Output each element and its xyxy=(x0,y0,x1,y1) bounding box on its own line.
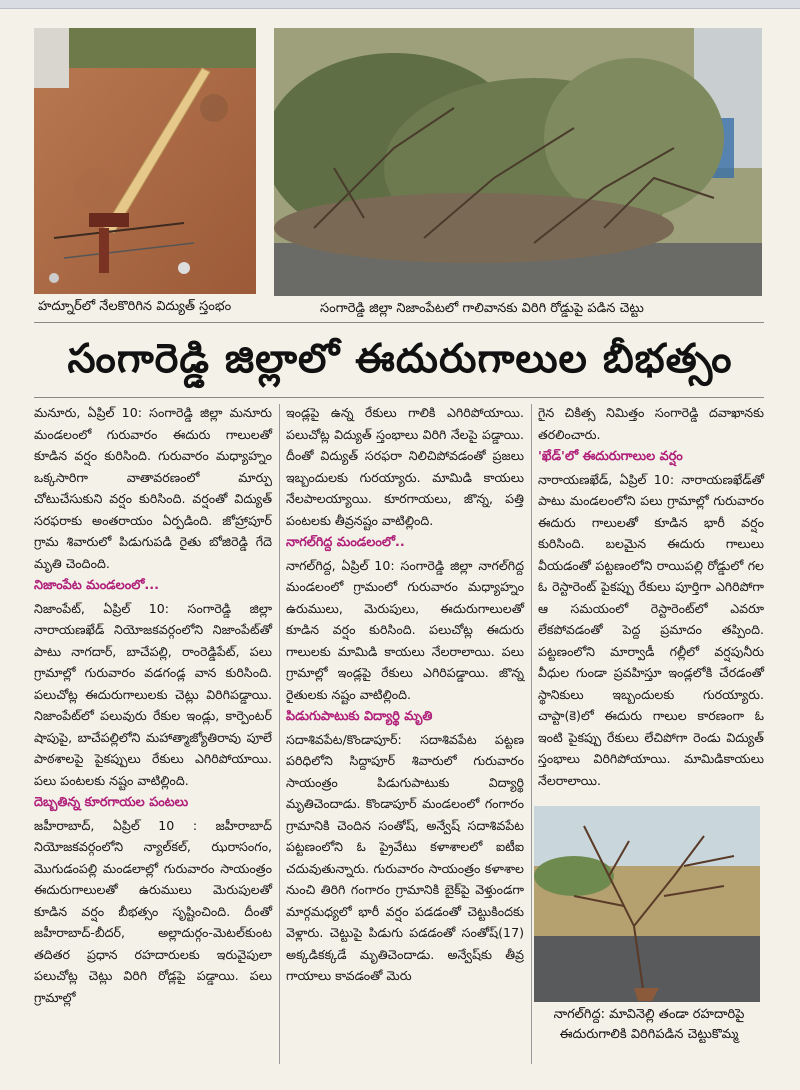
column-divider-1 xyxy=(279,404,280,1064)
photo3-caption-line-2: ఈదురుగాలికి విరిగిపడిన చెట్టుకొమ్మ xyxy=(559,1027,739,1042)
column-divider-2 xyxy=(531,404,532,1064)
photo1-caption: హద్నూర్‌లో నేలకొరిగిన విద్యుత్ స్తంభం xyxy=(38,299,232,314)
fallen-tree-image xyxy=(274,28,762,296)
article-column-2 xyxy=(286,402,524,987)
fallen-pole-image xyxy=(34,28,256,294)
article-column-3 xyxy=(538,402,764,791)
photo3-caption-line-1: నాగల్‌గిద్ద: మావినెల్లి తండా రహదారిపై xyxy=(553,1007,745,1022)
col2-para-2: నాగల్‌గిద్ద, ఏప్రిల్ 10: సంగారెడ్డి జిల్లా నాగల్‌గిద్ద మండలంలో గ్రామంలో గురువారం మధ్యాహ్నం ఉరుములు, మెరుపులు, ఈదురుగాలులతో కూడిన వర్షం కురిసింది. పలుచోట్ల ఈదురు గాలులకు మామిడి కాయలు నేలరాలాయి. పలు గ్రామాల్లో ఇండ్లపై రేకులు ఎగిరిపడ్డాయి. జొన్న రైతులకు నష్టం వాటిల్లింది. xyxy=(286,557,524,702)
col3-subheading-1: 'ఖేడ్'లో ఈదురుగాలుల వర్షం xyxy=(538,449,683,464)
article-column-1 xyxy=(34,402,272,1008)
fallen-branch-photo xyxy=(534,806,760,1002)
col3-para-2: నారాయణఖేడ్, ఏప్రిల్ 10: నారాయణఖేడ్‌తో పాటు మండలంలోని పలు గ్రామాల్లో గురువారం ఈదురు గాలులతో కూడిన భారీ వర్షం కురిసింది. బలమైన ఈదురు గాలులు వీయడంతో పట్టణంలోని రాయిపల్లి రోడ్డులో గల ఓ రెస్టారెంట్ పైకప్పు రేకులు పూర్తిగా ఎగిరిపోగా ఆ సమయంలో రెస్టారెంట్‌లో ఎవరూ లేకపోవడంతో పెద్ద ప్రమాదం తప్పింది. పట్టణంలోని మార్వాడీ గల్లీలో వర్షపునీరు వీధుల గుండా ప్రవహిస్తూ ఇండ్లలోకి చేరడంతో స్థానికులు ఇబ్బందులకు గురయ్యారు. చాప్టా(కె)లో ఈదురు గాలుల కారణంగా ఓ ఇంటి పైకప్పు రేకులు లేచిపోగా రెండు విద్యుత్ స్తంభాలు విరిగిపోయాయి. మామిడికాయలు నేలరాలాయి. xyxy=(538,471,764,788)
photo2-caption: సంగారెడ్డి జిల్లా నిజాంపేటలో గాలివానకు విరిగి రోడ్డుపై పడిన చెట్టు xyxy=(320,301,644,316)
headline-bottom-rule xyxy=(34,397,764,398)
page-top-bar xyxy=(0,0,800,9)
col2-subheading-1: నాగల్‌గిద్ద మండలంలో.. xyxy=(286,535,405,550)
col2-para-1: ఇండ్లపై ఉన్న రేకులు గాలికి ఎగిరిపోయాయి. పలుచోట్ల విద్యుత్ స్తంభాలు విరిగి నేలపై పడ్డాయి. దీంతో విద్యుత్ సరఫరా నిలిచిపోవడంతో ప్రజలు ఇబ్బందులకు గురయ్యారు. మామిడి కాయలు నేలపాలయ్యాయి. కూరగాయలు, జొన్న, పత్తి పంటలకు తీవ్రనష్టం వాటిల్లింది. xyxy=(286,405,524,528)
fallen-branch-image xyxy=(534,806,760,1002)
col2-subheading-2: పిడుగుపాటుకు విద్యార్థి మృతి xyxy=(286,709,433,724)
col1-subheading-2: దెబ్బతిన్న కూరగాయల పంటలు xyxy=(34,795,189,810)
fallen-tree-photo xyxy=(274,28,762,296)
headline: సంగారెడ్డి జిల్లాలో ఈదురుగాలుల బీభత్సం xyxy=(67,336,733,382)
col3-para-1: గైన చికిత్స నిమిత్తం సంగారెడ్డి దవాఖానకు తరలించారు. xyxy=(538,405,764,442)
col1-para-1: మనూరు, ఏప్రిల్ 10: సంగారెడ్డి జిల్లా మనూరు మండలంలో గురువారం ఈదురు గాలులతో కూడిన వర్షం కురిసింది. గురువారం మధ్యాహ్నం ఒక్కసారిగా వాతావరణంలో మార్పు చోటుచేసుకుని వర్షం కురిసింది. వర్షంతో విద్యుత్ సరఫరాకు అంతరాయం ఏర్పడింది. జోహ్రాపూర్ గ్రామ శివారులో పిడుగుపడి రైతు బోజిరెడ్డి గేదె మృతి చెందింది. xyxy=(34,405,272,571)
col1-para-2: నిజాంపేట్, ఏప్రిల్ 10: సంగారెడ్డి జిల్లా నారాయణఖేడ్ నియోజకవర్గంలోని నిజాంపేట్‌తో పాటు నాగదార్, బాచేపల్లి, రాంరెడ్డిపేట్, పలు గ్రామాల్లో గురువారం వడగండ్ల వాన కురిసింది. పలుచోట్ల ఈదురుగాలులకు చెట్లు విరిగిపడ్డాయి. నిజాంపేట్‌లో పలువురు రేకుల ఇండ్లు, కార్పెంటర్ షాపుపై, బాచేపల్లిలోని మహాత్మాజ్యోతిరావు పూలే పాఠశాలపై పైకప్పులు రేకులు ఎగిరిపోయాయి. పలు పంటలకు నష్టం వాటిల్లింది. xyxy=(34,600,272,788)
col2-para-3: సదాశివపేట/కొండాపూర్: సదాశివపేట పట్టణ పరిధిలోని సిద్దాపూర్ శివారులో గురువారం సాయంత్రం పిడుగుపాటుకు విద్యార్థి మృతిచెందాడు. కొండాపూర్ మండలంలో గంగారం గ్రామానికి చెందిన సంతోష్, అన్వేష్ సదాశివపేట పట్టణంలోని ఓ ప్రైవేటు కళాశాలలో ఐటీఐ చదువుతున్నారు. గురువారం సాయంత్రం కళాశాల నుంచి తిరిగి గంగారం గ్రామానికి బైక్‌పై వెళ్తుండగా మార్గమధ్యలో భారీ వర్షం పడడంతో చెట్టుకిందకు వెళ్లారు. చెట్టుపై పిడుగు పడడంతో సంతోష్(17) అక్కడికక్కడే మృతిచెందాడు. అన్వేష్‌కు తీవ్ర గాయాలు కావడంతో మెరు xyxy=(286,731,524,983)
fallen-pole-photo xyxy=(34,28,256,294)
col1-subheading-1: నిజాంపేట మండలంలో... xyxy=(34,578,159,593)
headline-top-rule xyxy=(34,322,764,323)
col1-para-3: జహీరాబాద్, ఏప్రిల్ 10 : జహీరాబాద్ నియోజకవర్గంలోని న్యాల్‌కల్, ఝరాసంగం, మొగుడంపల్లి మండలాల్లో గురువారం సాయంత్రం ఈదురుగాలులతో ఉరుములు మెరుపులతో కూడిన వర్షం బీభత్సం సృష్టించింది. దీంతో జహీరాబాద్-బీదర్, అల్లాదుర్గం-మెటల్‌కుంట తదితర ప్రధాన రహదారులకు ఇరువైపులా పలుచోట్ల చెట్లు విరిగి రోడ్లపై పడ్డాయి. పలు గ్రామాల్లో xyxy=(34,817,272,1005)
